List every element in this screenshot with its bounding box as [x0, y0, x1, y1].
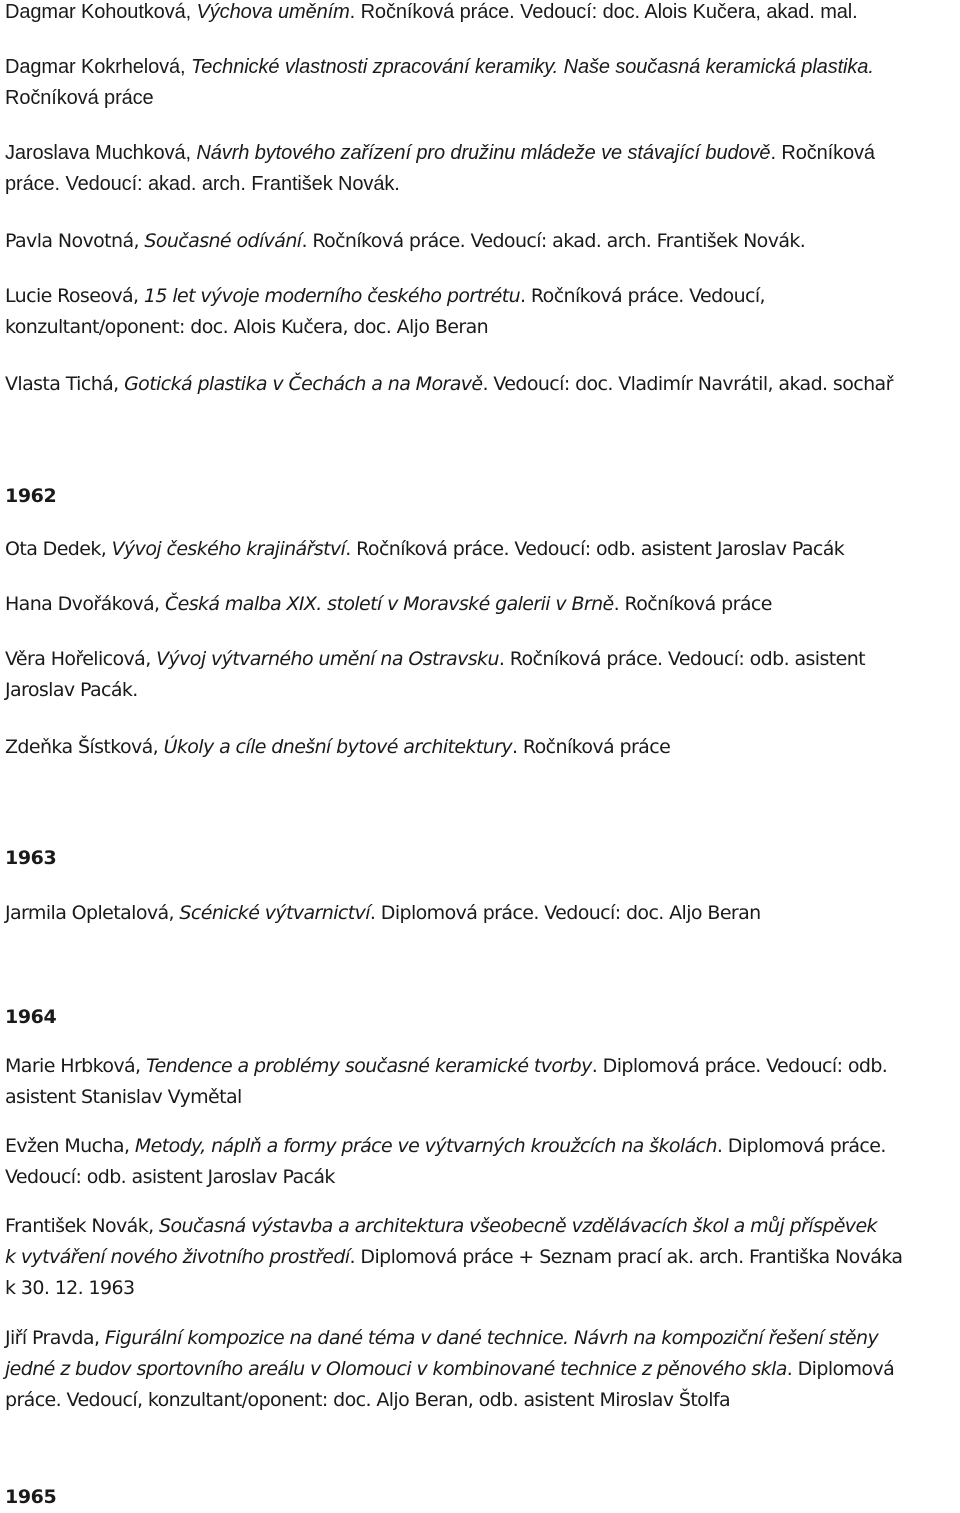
entry-author: Dagmar Kokrhelová,: [5, 56, 191, 78]
entry-author: Dagmar Kohoutková,: [5, 1, 197, 23]
entry-author: Zdeňka Šístková,: [5, 736, 164, 758]
bibliography-entry: [5, 369, 955, 400]
entry-details: asistent Stanislav Vymětal: [5, 1086, 242, 1108]
entry-details: . Ročníková práce: [613, 593, 772, 615]
entry-details: . Ročníková: [770, 142, 875, 164]
bibliography-entry: [5, 1211, 955, 1304]
year-heading: 1963: [5, 847, 57, 869]
entry-title: Vývoj výtvarného umění na Ostravsku: [156, 648, 499, 670]
entry-details: . Ročníková práce. Vedoucí: akad. arch. František Novák.: [301, 230, 806, 252]
entry-details: . Ročníková práce. Vedoucí: odb. asistent Jaroslav Pacák: [345, 538, 845, 560]
entry-details: práce. Vedoucí: akad. arch. František Novák.: [5, 173, 400, 195]
entry-author: Jiří Pravda,: [5, 1327, 105, 1349]
entry-author: Pavla Novotná,: [5, 230, 145, 252]
bibliography-entry: [5, 138, 955, 200]
entry-author: Hana Dvořáková,: [5, 593, 165, 615]
entry-author: František Novák,: [5, 1215, 160, 1237]
entry-title: jedné z budov sportovního areálu v Olomouci v kombinované technice z pěnového skla: [5, 1358, 787, 1380]
entry-details: . Diplomová práce.: [716, 1135, 886, 1157]
entry-title: k vytváření nového životního prostředí: [5, 1246, 350, 1268]
entry-title: Návrh bytového zařízení pro družinu mládeže ve stávající budově: [196, 142, 771, 164]
entry-author: Jarmila Opletalová,: [5, 902, 180, 924]
entry-details: . Ročníková práce. Vedoucí,: [520, 285, 765, 307]
entry-author: Evžen Mucha,: [5, 1135, 135, 1157]
bibliography-entry: [5, 1323, 955, 1416]
entry-details: . Vedoucí: doc. Vladimír Navrátil, akad. sochař: [482, 373, 893, 395]
bibliography-entry: [5, 732, 955, 763]
bibliography-entry: [5, 1131, 955, 1193]
year-heading: 1965: [5, 1486, 57, 1508]
entry-details: Ročníková práce: [5, 87, 154, 109]
entry-details: . Diplomová práce. Vedoucí: odb.: [591, 1055, 888, 1077]
entry-details: . Ročníková práce: [512, 736, 671, 758]
entry-title: Česká malba XIX. století v Moravské galerii v Brně: [164, 593, 614, 615]
entry-details: Vedoucí: odb. asistent Jaroslav Pacák: [5, 1166, 335, 1188]
year-heading: 1964: [5, 1006, 57, 1028]
bibliography-entry: [5, 226, 955, 257]
entry-title: Metody, náplň a formy práce ve výtvarných kroužcích na školách: [134, 1135, 717, 1157]
entry-details: Jaroslav Pacák.: [5, 679, 138, 701]
entry-author: Marie Hrbková,: [5, 1055, 146, 1077]
entry-title: Současná výstavba a architektura všeobecně vzdělávacích škol a můj příspěvek: [159, 1215, 877, 1237]
entry-details: práce. Vedoucí, konzultant/oponent: doc. Aljo Beran, odb. asistent Miroslav Štolfa: [5, 1389, 731, 1411]
bibliography-entry: [5, 589, 955, 620]
entry-author: Vlasta Tichá,: [5, 373, 125, 395]
entry-details: . Diplomová práce + Seznam prací ak. arch. Františka Nováka: [349, 1246, 903, 1268]
entry-details: konzultant/oponent: doc. Alois Kučera, doc. Aljo Beran: [5, 316, 489, 338]
entry-author: Ota Dedek,: [5, 538, 112, 560]
entry-details: . Ročníková práce. Vedoucí: odb. asistent: [498, 648, 865, 670]
year-heading: 1962: [5, 485, 57, 507]
entry-title: 15 let vývoje moderního českého portrétu: [143, 285, 521, 307]
entry-title: Scénické výtvarnictví: [179, 902, 370, 924]
entry-title: Výchova uměním: [196, 1, 350, 23]
entry-title: Figurální kompozice na dané téma v dané technice. Návrh na kompoziční řešení stěny: [104, 1327, 879, 1349]
bibliography-entry: [5, 898, 955, 929]
bibliography-entry: [5, 534, 955, 565]
entry-details: . Ročníková práce. Vedoucí: doc. Alois Kučera, akad. mal.: [349, 1, 858, 23]
entry-title: Tendence a problémy současné keramické tvorby: [145, 1055, 592, 1077]
entry-author: Lucie Roseová,: [5, 285, 144, 307]
entry-author: Věra Hořelicová,: [5, 648, 157, 670]
bibliography-entry: [5, 1051, 955, 1113]
entry-title: Vývoj českého krajinářství: [111, 538, 346, 560]
entry-title: Technické vlastnosti zpracování keramiky. Naše současná keramická plastika.: [190, 56, 874, 78]
entry-details: . Diplomová práce. Vedoucí: doc. Aljo Beran: [369, 902, 761, 924]
entry-details: k 30. 12. 1963: [5, 1277, 135, 1299]
bibliography-entry: [5, 52, 955, 114]
bibliography-entry: [5, 281, 955, 343]
entry-details: . Diplomová: [786, 1358, 895, 1380]
bibliography-entry: [5, 0, 955, 28]
bibliography-entry: [5, 644, 955, 706]
entry-author: Jaroslava Muchková,: [5, 142, 197, 164]
entry-title: Současné odívání: [144, 230, 302, 252]
entry-title: Gotická plastika v Čechách a na Moravě: [124, 373, 483, 395]
entry-title: Úkoly a cíle dnešní bytové architektury: [163, 736, 513, 758]
